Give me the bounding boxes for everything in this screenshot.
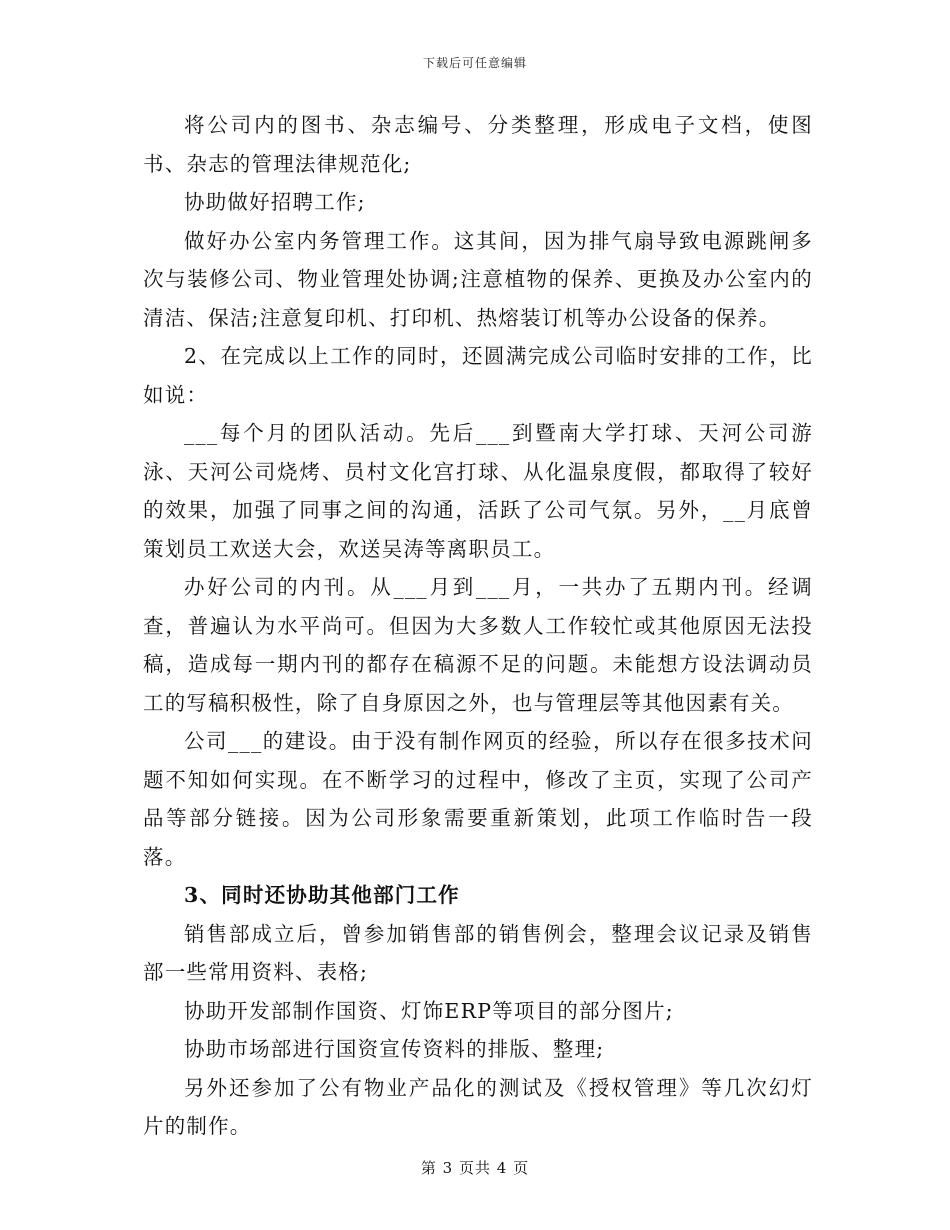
paragraph-other-work: 另外还参加了公有物业产品化的测试及《授权管理》等几次幻灯片的制作。 — [143, 1075, 813, 1138]
paragraph-temporary-tasks: 2、在完成以上工作的同时，还圆满完成公司临时安排的工作，比如说： — [143, 344, 813, 407]
paragraph-team-activities: ___每个月的团队活动。先后___到暨南大学打球、天河公司游泳、天河公司烧烤、员村文化宫打球、从化温泉度假，都取得了较好的效果，加强了同事之间的沟通，活跃了公司气氛。另外，__月底曾策划员工欢送大会，欢送吴涛等离职员工。 — [143, 421, 813, 561]
paragraph-marketing-dept: 协助市场部进行国资宣传资料的排版、整理; — [184, 1037, 605, 1061]
page-footer: 第 3 页共 4 页 — [420, 1159, 530, 1177]
paragraph-dev-dept: 协助开发部制作国资、灯饰ERP等项目的部分图片; — [184, 998, 674, 1023]
paragraph-website: 公司___的建设。由于没有制作网页的经验，所以存在很多技术问题不知如何实现。在不断学习的过程中，修改了主页，实现了公司产品等部分链接。因为公司形象需要重新策划，此项工作临时告一段落。 — [143, 729, 813, 869]
paragraph-recruitment: 协助做好招聘工作; — [184, 190, 366, 214]
page-header: 下载后可任意编辑 — [422, 56, 527, 70]
section-heading: 3、同时还协助其他部门工作 — [184, 883, 460, 907]
paragraph-sales-dept: 销售部成立后，曾参加销售部的销售例会，整理会议记录及销售部一些常用资料、表格; — [143, 921, 813, 984]
paragraph-books-magazines: 将公司内的图书、杂志编号、分类整理，形成电子文档，使图书、杂志的管理法律规范化; — [143, 113, 813, 176]
paragraph-office-management: 做好办公室内务管理工作。这其间，因为排气扇导致电源跳闸多次与装修公司、物业管理处协调;注意植物的保养、更换及办公室内的清洁、保洁;注意复印机、打印机、热熔装订机等办公设备的保养。 — [143, 228, 813, 330]
document-body — [143, 106, 813, 1146]
paragraph-internal-journal: 办好公司的内刊。从___月到___月，一共办了五期内刊。经调查，普遍认为水平尚可。但因为大多数人工作较忙或其他原因无法投稿，造成每一期内刊的都存在稿源不足的问题。未能想方设法调动员工的写稿积极性，除了自身原因之外，也与管理层等其他因素有关。 — [143, 575, 813, 715]
